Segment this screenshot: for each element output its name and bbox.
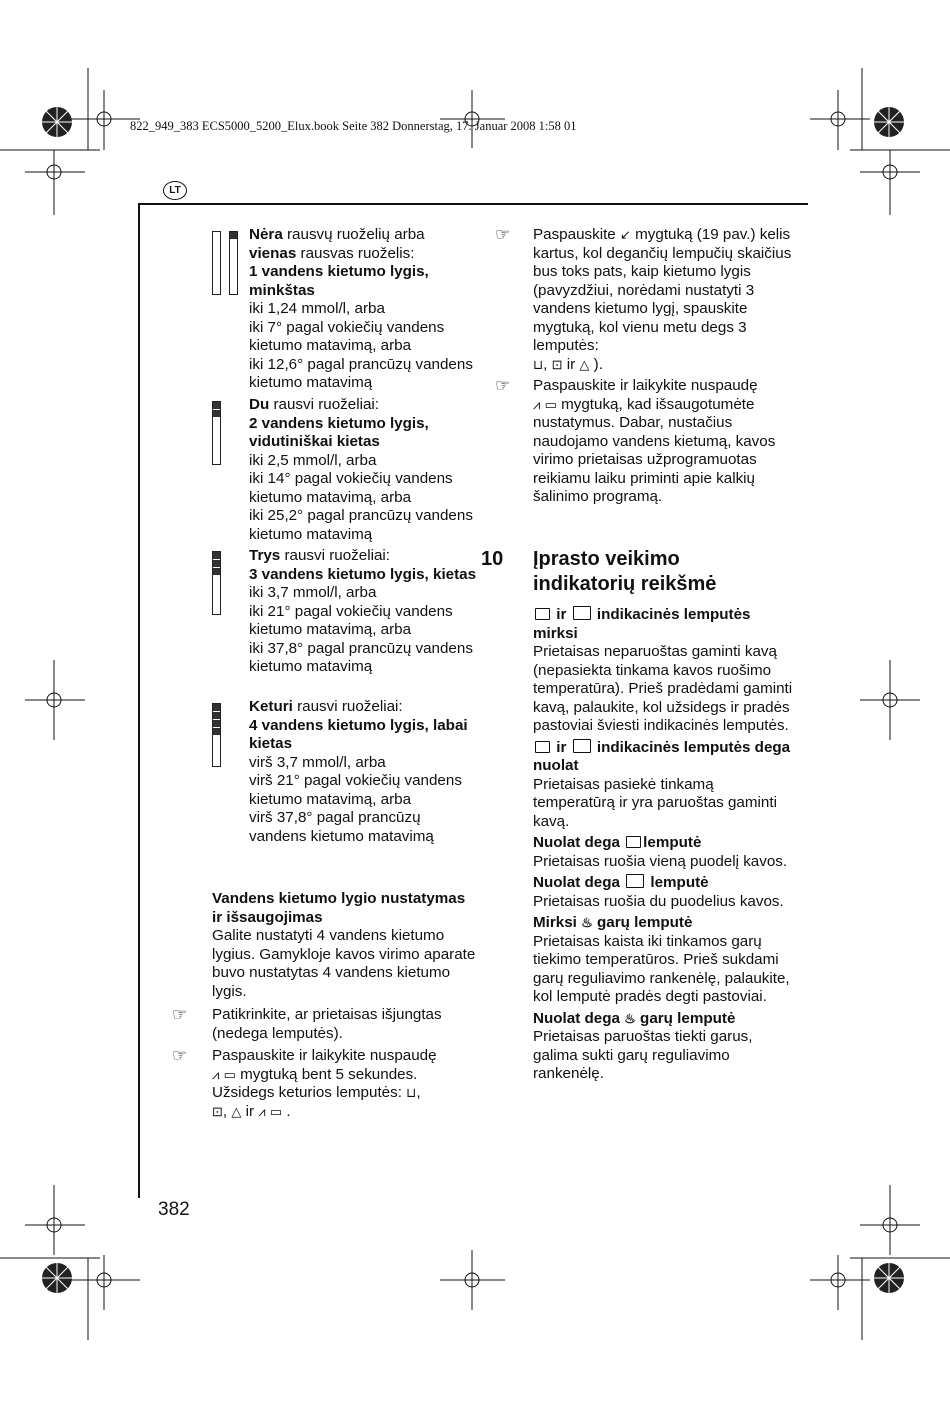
test-strip-icon <box>229 231 238 295</box>
steam-icon: ⩘ <box>533 396 541 412</box>
steam-icon: ⩘ <box>212 1066 220 1082</box>
section-title: Įprasto veikimo indikatorių reikšmė <box>533 548 717 595</box>
pointing-hand-icon: ☞ <box>495 376 511 395</box>
two-cups-icon <box>573 606 591 620</box>
left-rule <box>138 203 140 1198</box>
test-strip-icon <box>212 401 221 465</box>
level-4: Keturi rausvi ruoželiai: 4 vandens kietumo lygis, labai kietas virš 3,7 mmol/l, arba virš 21° pagal vokiečių vandens kietumo matavimą, arba virš 37,8° pagal prancūzų vandens kietumo matavimą <box>249 698 468 845</box>
descale-icon: ⊔ <box>406 1085 417 1100</box>
pointing-hand-icon: ☞ <box>495 225 511 244</box>
one-cup-icon <box>626 836 641 848</box>
two-cups-icon <box>626 874 644 888</box>
language-badge: LT <box>163 181 187 200</box>
setting-heading: Vandens kietumo lygio nustatymas ir išsaugojimas <box>212 890 466 926</box>
indicator-blocks: ir indikacinės lemputės mirksi Prietaisas neparuoštas gaminti kavą (nepasiekta tinkama kavos ruošimo temperatūra). Prieš pradėdami gaminti kavą, palaukite, kol užsidegs ir pradės pastoviai šviesti indikacinės lemputės. ir indikacinės lemputės dega nuolat Prietaisas pasiekė tinkamą temperatūrą ir yra paruoštas gaminti kavą. Nuolat dega lemputė Prietaisas ruošia vieną puodelį kavos. Nuolat dega lemputė Prietaisas ruošia du puodelius kavos. Mirksi ♨ garų lemputė Prietaisas kaista iki tinkamos garų tiekimo temperatūros. Prieš sukdami garų reguliavimo rankenėlę, palaukite, kol lemputė pradės degti pastoviai. Nuolat dega ♨ garų lemputė Prietaisas paruoštas tiekti garus, galima sukti garų reguliavimo rankenėlę. <box>533 606 793 1082</box>
step-hold-button: Paspauskite ir laikykite nuspaudę ⩘ ▭ mygtuką bent 5 sekundes. Užsidegs keturios lemputės: ⊔, ⊡, △ ir ⩘ ▭ . <box>212 1047 437 1120</box>
program-button-icon: ↙ <box>619 227 631 242</box>
pointing-hand-icon: ☞ <box>172 1046 188 1065</box>
top-rule <box>138 203 808 205</box>
level-1: Nėra rausvų ruoželių arba vienas rausvas ruoželis: 1 vandens kietumo lygis, minkštas iki 1,24 mmol/l, arba iki 7° pagal vokiečių vandens kietumo matavimą, arba iki 12,6° pagal prancūzų vandens kietumo matavimą <box>249 226 473 391</box>
program-button-icon: ▭ <box>544 396 557 412</box>
descale-icon: ⊔ <box>533 356 544 372</box>
step-check-off: Patikrinkite, ar prietaisas išjungtas (nedega lemputės). <box>212 1006 442 1042</box>
program-button-icon: ▭ <box>269 1103 283 1119</box>
one-cup-icon <box>535 741 550 753</box>
setting-section <box>212 890 477 1001</box>
step-press-button: Paspauskite ↙ mygtuką (19 pav.) kelis kartus, kol degančių lempučių skaičius bus toks pats, kaip kietumo lygis (pavyzdžiui, norėdami nustatyti 3 vandens kietumo lygį, spauskite mygtuką, kol vienu metu degs 3 lemputės: ⊔, ⊡ ir △ ). <box>533 226 792 373</box>
steam-icon: ♨ <box>624 1010 636 1026</box>
level-3: Trys rausvi ruoželiai: 3 vandens kietumo lygis, kietas iki 3,7 mmol/l, arba iki 21° pagal vokiečių vandens kietumo matavimą, arba iki 37,8° pagal prancūzų vandens kietumo matavimą <box>249 547 477 675</box>
section-number: 10 <box>481 548 504 570</box>
one-cup-icon <box>535 608 550 620</box>
level-2: Du rausvi ruoželiai: 2 vandens kietumo lygis, vidutiniškai kietas iki 2,5 mmol/l, arba iki 14° pagal vokiečių vandens kietumo matavimą, arba iki 25,2° pagal prancūzų vandens kietumo matavimą <box>249 396 473 543</box>
setting-intro: Galite nustatyti 4 vandens kietumo lygius. Gamykloje kavos virimo aparate buvo nustatytas 4 vandens kietumo lygis. <box>212 927 476 1000</box>
steam-icon: ♨ <box>581 915 593 930</box>
water-icon: ⊡ <box>212 1103 223 1119</box>
step-save: Paspauskite ir laikykite nuspaudę ⩘ ▭ mygtuką, kad išsaugotumėte nustatymus. Dabar, nustačius naudojamo vandens kietumą, kavos virimo prietaisas užprogramuotas reikiamu laiku priminti apie kalkių šalinimo programą. <box>533 377 776 505</box>
page-number: 382 <box>158 1199 190 1220</box>
two-cups-icon <box>573 739 591 753</box>
warning-icon: △ <box>231 1103 242 1119</box>
test-strip-icon <box>212 703 221 767</box>
program-button-icon: ▭ <box>223 1066 236 1082</box>
water-icon: ⊡ <box>551 356 563 372</box>
steam-icon: ⩘ <box>258 1103 266 1119</box>
test-strip-icon <box>212 231 221 295</box>
pointing-hand-icon: ☞ <box>172 1005 188 1024</box>
warning-icon: △ <box>579 356 590 372</box>
test-strip-icon <box>212 551 221 615</box>
print-header: 822_949_383 ECS5000_5200_Elux.book Seite 382 Donnerstag, 17. Januar 2008 1:58 01 <box>130 119 577 133</box>
